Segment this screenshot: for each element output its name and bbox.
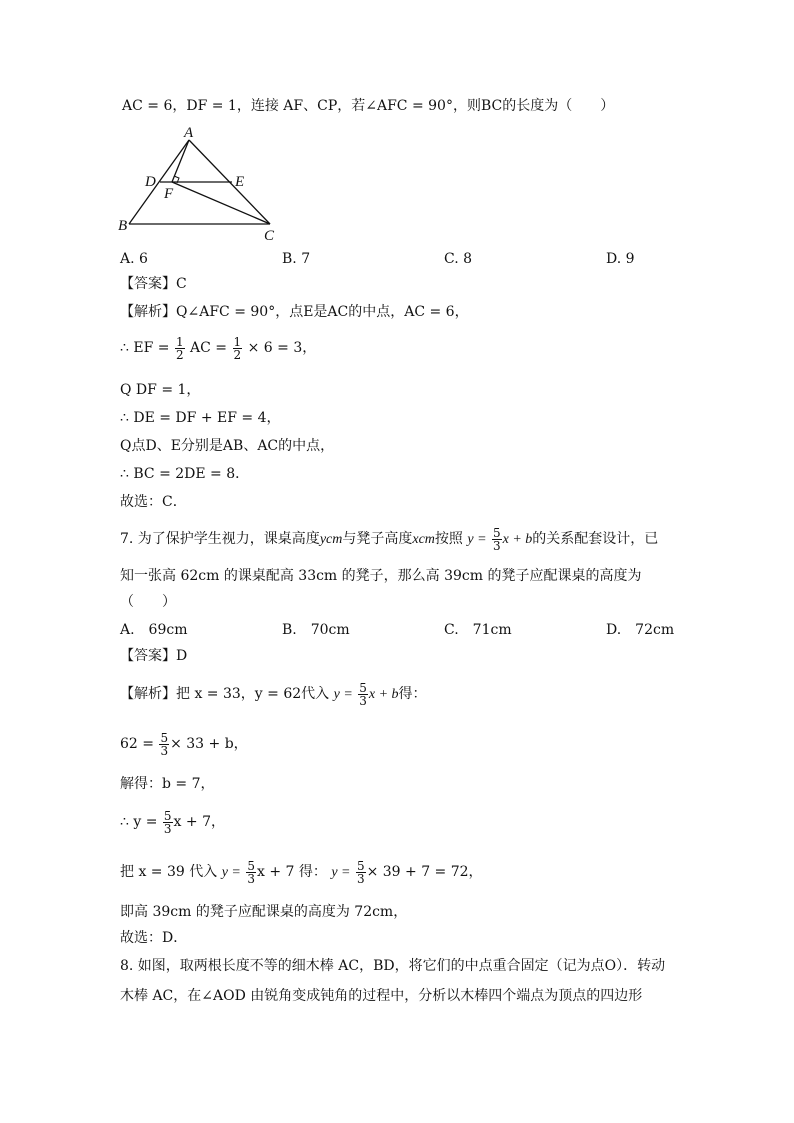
fraction-one-half: $\frac{1}{2}$	[233, 334, 242, 362]
q6-option-a: A. 6	[120, 251, 148, 267]
q6-solution-line-3: Q DF = 1，	[120, 382, 201, 398]
q6-solution-line-5: Q点D、E分别是AB、AC的中点，	[120, 438, 335, 454]
q7-solution-line-6: 即高 39cm 的凳子应配课桌的高度为 72cm，	[120, 904, 408, 920]
q7-option-a: A. 69cm	[120, 622, 188, 638]
q7-solution-line-7: 故选：D．	[120, 930, 188, 946]
q6-option-c: C. 8	[444, 251, 473, 267]
q7-stem-line-3: （ ）	[120, 594, 176, 610]
y-unit: ycm	[319, 532, 343, 547]
fraction-one-half: $\frac{1}{2}$	[175, 334, 184, 362]
fraction-five-thirds: $\frac{5}{3}$	[492, 525, 501, 553]
q6-solution-line-2	[120, 334, 316, 362]
q8-stem-line-2: 木棒 AC，在∠AOD 由锐角变成钝角的过程中，分析以木棒四个端点为顶点的四边形	[120, 988, 643, 1004]
vertex-label-d: D	[145, 174, 156, 190]
fraction-five-thirds: $\frac{5}{3}$	[160, 730, 169, 758]
q6-solution-line-6: ∴ BC = 2DE = 8．	[120, 466, 250, 482]
q7-option-d: D. 72cm	[606, 622, 675, 638]
fraction-five-thirds: $\frac{5}{3}$	[356, 858, 365, 886]
q8-stem-line-1: 8. 如图，取两根长度不等的细木棒 AC，BD，将它们的中点重合固定（记为点O）．转动	[120, 958, 666, 974]
q7-stem-line-2: 知一张高 62cm 的课桌配高 33cm 的凳子，那么高 39cm 的凳子应配课桌的高度为	[120, 568, 642, 584]
vertex-label-a: A	[184, 125, 194, 141]
q6-sol2-suffix: × 6 = 3，	[247, 340, 317, 356]
q7-solution-line-2: 62 = $\frac{5}{3}$ × 33 + b，	[120, 730, 248, 758]
q7-option-c: C. 71cm	[444, 622, 512, 638]
q7-option-b: B. 70cm	[282, 622, 350, 638]
q7-solution-line-4: ∴ y = $\frac{5}{3}$ x + 7，	[120, 808, 225, 836]
vertex-label-e: E	[235, 174, 245, 190]
q7-solution-line-5: 把 x = 39 代入 y = $\frac{5}{3}$ x + 7 得： y = $\frac{5}{3}$ × 39 + 7 = 72，	[120, 858, 483, 886]
vertex-label-b: B	[118, 218, 128, 234]
x-unit: xcm	[412, 532, 435, 547]
q6-option-b: B. 7	[282, 251, 311, 267]
q6-triangle-figure	[112, 122, 292, 244]
q7-answer: 【答案】D	[120, 648, 188, 664]
fraction-five-thirds: $\frac{5}{3}$	[163, 808, 172, 836]
q6-answer: 【答案】C	[120, 276, 187, 292]
q6-solution-line-4: ∴ DE = DF + EF = 4，	[120, 410, 281, 426]
fraction-five-thirds: $\frac{5}{3}$	[247, 858, 255, 886]
q6-solution-line-1: 【解析】Q∠AFC = 90°，点E是AC的中点，AC = 6，	[120, 304, 469, 320]
q6-sol2-mid: AC =	[190, 340, 228, 356]
q7-stem-line-1: 7. 为了保护学生视力，课桌高度ycm与凳子高度xcm按照 y = $\frac{5}{3}$ x + b的关系配套设计，已	[120, 525, 659, 553]
fraction-five-thirds: $\frac{5}{3}$	[359, 680, 367, 708]
q7-solution-line-3: 解得：b = 7，	[120, 776, 215, 792]
q7-solution-line-1: 【解析】把 x = 33，y = 62代入 y = $\frac{5}{3}$ x + b得：	[120, 680, 427, 708]
q6-option-d: D. 9	[606, 251, 635, 267]
q6-intro-line: AC = 6，DF = 1，连接 AF、CP，若∠AFC = 90°，则BC的长度为（ ）	[122, 98, 615, 114]
vertex-label-c: C	[264, 228, 275, 244]
vertex-label-f: F	[164, 186, 174, 202]
q6-solution-line-7: 故选：C．	[120, 494, 187, 510]
q6-sol2-prefix: ∴ EF =	[120, 340, 170, 356]
